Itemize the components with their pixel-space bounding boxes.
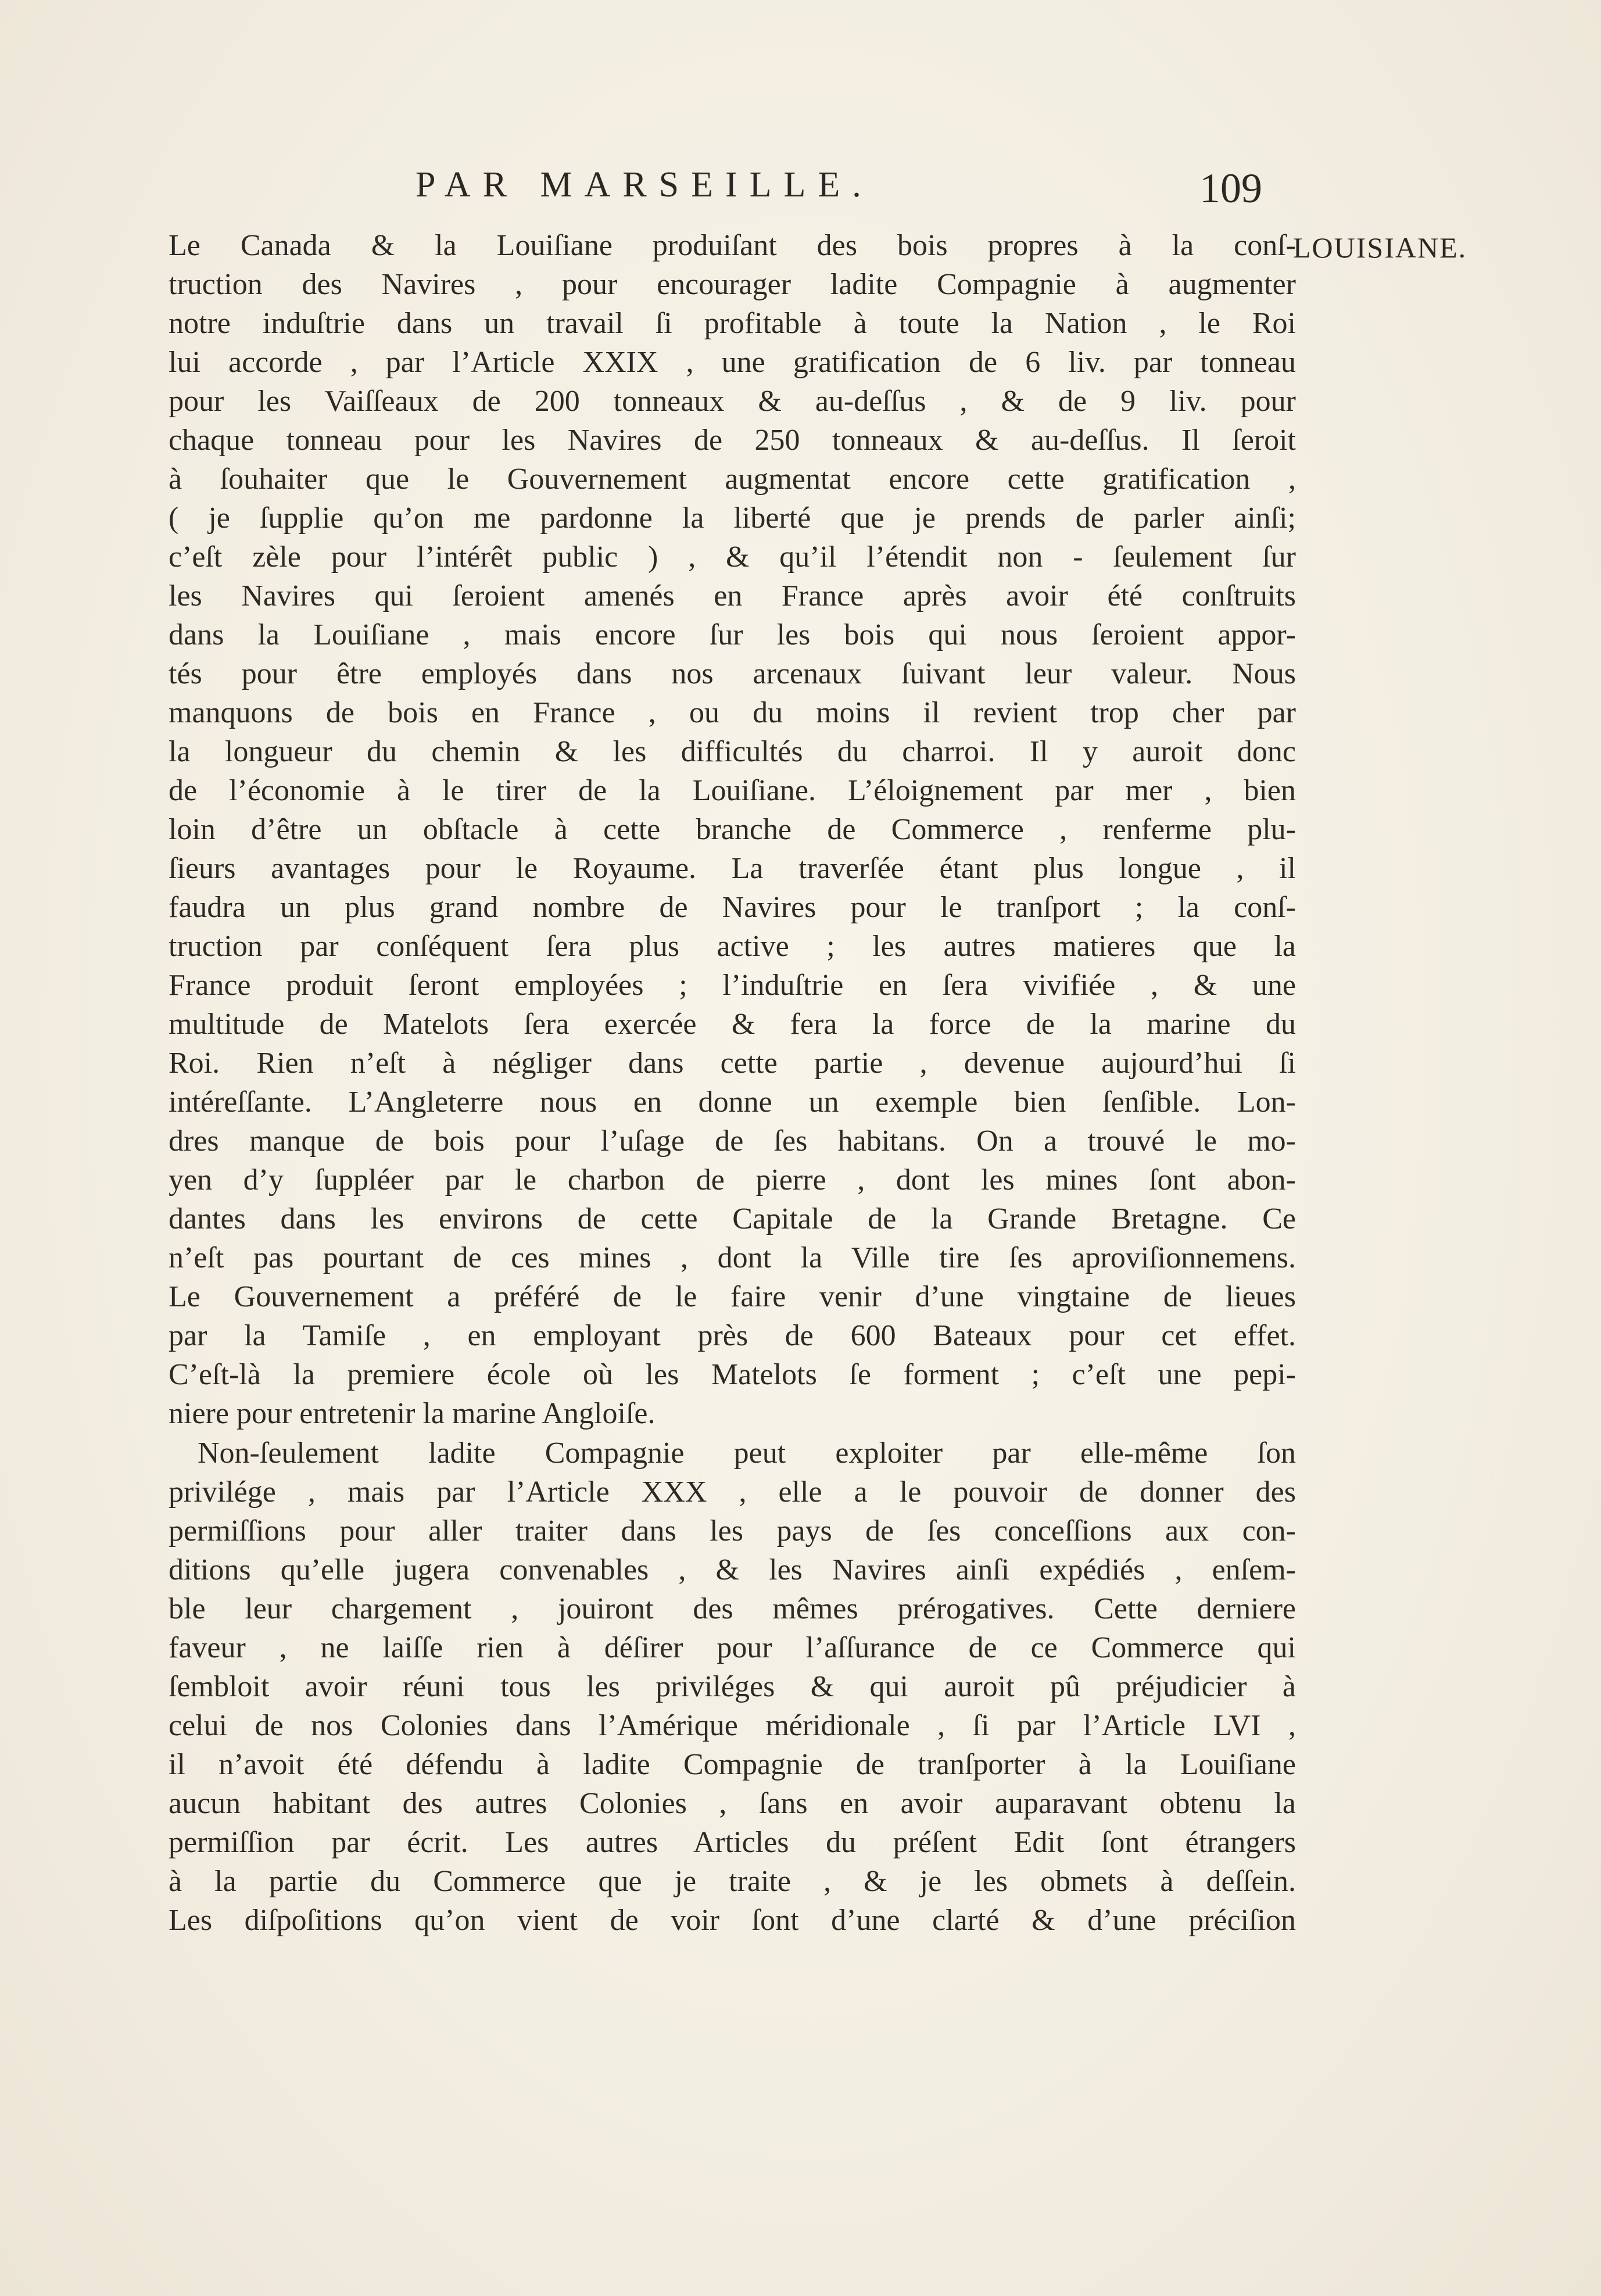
text-line: ble leur chargement , jouiront des mêmes prérogatives. Cette derniere xyxy=(169,1592,1296,1625)
text-line: niere pour entretenir la marine Angloiſe. xyxy=(169,1397,656,1430)
text-line: ſieurs avantages pour le Royaume. La traverſée étant plus longue , il xyxy=(169,852,1296,885)
text-line: la longueur du chemin & les difficultés du charroi. Il y auroit donc xyxy=(169,735,1296,768)
text-line: ( je ſupplie qu’on me pardonne la liberté que je prends de parler ainſi; xyxy=(169,502,1296,535)
text-line: de l’économie à le tirer de la Louiſiane. L’éloignement par mer , bien xyxy=(169,774,1296,807)
margin-note: LOUISIANE. xyxy=(1293,231,1467,264)
text-line: à la partie du Commerce que je traite , & je les obmets à deſſein. xyxy=(169,1865,1296,1898)
text-line: notre induſtrie dans un travail ſi profitable à toute la Nation , le Roi xyxy=(169,307,1296,340)
text-line: ſembloit avoir réuni tous les priviléges & qui auroit pû préjudicier à xyxy=(169,1670,1296,1703)
text-line: pour les Vaiſſeaux de 200 tonneaux & au-deſſus , & de 9 liv. pour xyxy=(169,385,1296,418)
text-line: celui de nos Colonies dans l’Amérique méridionale , ſi par l’Article LVI , xyxy=(169,1709,1296,1742)
text-line: truction par conſéquent ſera plus active ; les autres matieres que la xyxy=(169,930,1296,963)
text-line: à ſouhaiter que le Gouvernement augmentat encore cette gratification , xyxy=(169,463,1296,496)
text-line: chaque tonneau pour les Navires de 250 tonneaux & au-deſſus. Il ſeroit xyxy=(169,424,1296,457)
text-line: il n’avoit été défendu à ladite Compagnie de tranſporter à la Louiſiane xyxy=(169,1748,1296,1781)
running-title: PAR MARSEILLE. xyxy=(416,165,873,205)
text-line: multitude de Matelots ſera exercée & fera la force de la marine du xyxy=(169,1008,1296,1041)
text-line: intéreſſante. L’Angleterre nous en donne un exemple bien ſenſible. Lon- xyxy=(169,1086,1296,1119)
text-line: yen d’y ſuppléer par le charbon de pierre , dont les mines ſont abon- xyxy=(169,1163,1296,1197)
text-line: privilége , mais par l’Article XXX , elle a le pouvoir de donner des xyxy=(169,1475,1296,1509)
text-line: c’eſt zèle pour l’intérêt public ) , & qu’il l’étendit non - ſeulement ſur xyxy=(169,540,1296,574)
text-line: par la Tamiſe , en employant près de 600 Bateaux pour cet effet. xyxy=(169,1319,1296,1352)
text-line: permiſſion par écrit. Les autres Articles du préſent Edit ſont étrangers xyxy=(169,1826,1296,1859)
text-line: faveur , ne laiſſe rien à déſirer pour l’aſſurance de ce Commerce qui xyxy=(169,1631,1296,1664)
text-line: permiſſions pour aller traiter dans les pays de ſes conceſſions aux con- xyxy=(169,1514,1296,1548)
text-line: Le Gouvernement a préféré de le faire venir d’une vingtaine de lieues xyxy=(169,1280,1296,1313)
text-line: les Navires qui ſeroient amenés en France après avoir été conſtruits xyxy=(169,579,1296,612)
text-line: France produit ſeront employées ; l’induſtrie en ſera vivifiée , & une xyxy=(169,969,1296,1002)
text-line: Les diſpoſitions qu’on vient de voir ſont d’une clarté & d’une préciſion xyxy=(169,1904,1296,1937)
text-line: lui accorde , par l’Article XXIX , une gratification de 6 liv. par tonneau xyxy=(169,346,1296,379)
page-number: 109 xyxy=(1199,165,1262,212)
text-line: aucun habitant des autres Colonies , ſans en avoir auparavant obtenu la xyxy=(169,1787,1296,1820)
text-line: Le Canada & la Louiſiane produiſant des bois propres à la conſ- xyxy=(169,229,1296,262)
text-line: loin d’être un obſtacle à cette branche de Commerce , renferme plu- xyxy=(169,813,1296,846)
text-line: dres manque de bois pour l’uſage de ſes habitans. On a trouvé le mo- xyxy=(169,1124,1296,1158)
text-line: dans la Louiſiane , mais encore ſur les bois qui nous ſeroient appor- xyxy=(169,618,1296,651)
text-line: ditions qu’elle jugera convenables , & les Navires ainſi expédiés , enſem- xyxy=(169,1553,1296,1586)
text-line: truction des Navires , pour encourager ladite Compagnie à augmenter xyxy=(169,268,1296,301)
text-line: C’eſt-là la premiere école où les Matelots ſe forment ; c’eſt une pepi- xyxy=(169,1358,1296,1391)
text-line: Non-ſeulement ladite Compagnie peut exploiter par elle-même ſon xyxy=(198,1437,1296,1470)
text-line: faudra un plus grand nombre de Navires pour le tranſport ; la conſ- xyxy=(169,891,1296,924)
text-line: tés pour être employés dans nos arcenaux ſuivant leur valeur. Nous xyxy=(169,657,1296,690)
text-line: n’eſt pas pourtant de ces mines , dont la Ville tire ſes aproviſionnemens. xyxy=(169,1241,1296,1274)
text-line: manquons de bois en France , ou du moins il revient trop cher par xyxy=(169,696,1296,729)
text-line: dantes dans les environs de cette Capitale de la Grande Bretagne. Ce xyxy=(169,1202,1296,1235)
text-line: Roi. Rien n’eſt à négliger dans cette partie , devenue aujourd’hui ſi xyxy=(169,1047,1296,1080)
